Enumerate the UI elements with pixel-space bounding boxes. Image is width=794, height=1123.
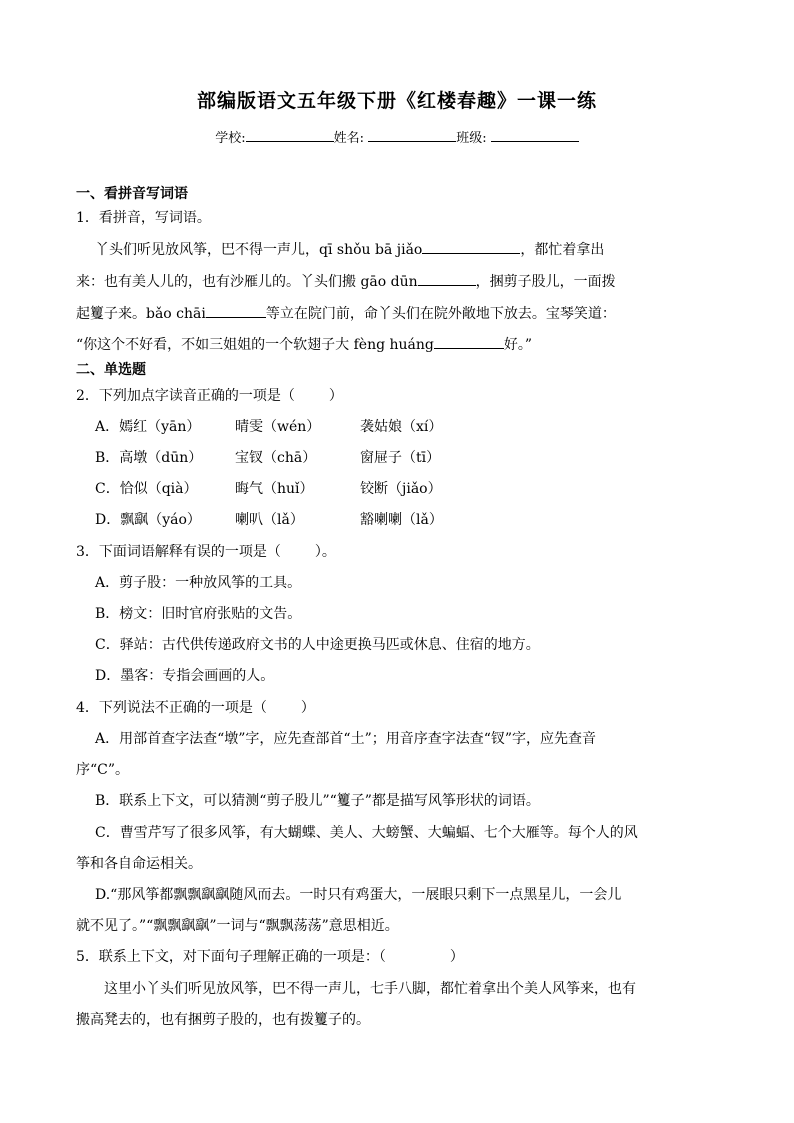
question-1-line-1 bbox=[95, 239, 604, 259]
q4-option-c-cont: 筝和各自命运相关。 bbox=[76, 856, 202, 872]
q3-stem-close: ）。 bbox=[314, 544, 336, 560]
page-title: 部编版语文五年级下册《红楼春趣》一课一练 bbox=[196, 90, 597, 112]
question-4-stem bbox=[76, 697, 315, 717]
q1-answer-blank-3[interactable] bbox=[206, 303, 266, 318]
q4-option-d[interactable]: D.“那风筝都飘飘飖飖随风而去。一时只有鸡蛋大，一展眼只剩下一点黑星儿，一会儿 bbox=[95, 887, 622, 903]
q4-stem-close: ） bbox=[300, 700, 315, 716]
q1-text: “你这个不好看，不如三姐姐的一个软翅子大 fèng huáng bbox=[76, 337, 434, 353]
q2-a-part: 晴雯（wén） bbox=[235, 419, 321, 435]
q2-a-part: 袭姑娘（xí） bbox=[360, 419, 443, 435]
q1-answer-blank-2[interactable] bbox=[418, 271, 476, 286]
q4-stem-text: 4．下列说法不正确的一项是（ bbox=[76, 700, 267, 716]
name-label: 姓名: bbox=[333, 131, 369, 146]
section-heading-2: 二、单选题 bbox=[76, 362, 146, 378]
q2-option-a[interactable] bbox=[95, 416, 442, 436]
q1-text: 来：也有美人儿的，也有沙雁儿的。丫头们搬 gāo dūn bbox=[76, 274, 418, 290]
q5-stem-close: ） bbox=[449, 949, 464, 965]
q1-answer-blank-4[interactable] bbox=[434, 334, 504, 349]
q3-stem-text: 3．下面词语解释有误的一项是（ bbox=[76, 544, 281, 560]
q5-passage-line-1: 这里小丫头们听见放风筝，巴不得一声儿，七手八脚，都忙着拿出个美人风筝来，也有 bbox=[104, 981, 636, 997]
q1-answer-blank-1[interactable] bbox=[422, 239, 520, 254]
q4-option-a[interactable]: A．用部首查字法查“墩”字，应先查部首“土”；用音序查字法查“钗”字，应先查音 bbox=[95, 731, 597, 747]
school-blank[interactable] bbox=[246, 127, 334, 142]
q2-c-part: C．恰似（qià） bbox=[95, 481, 198, 497]
student-info-line bbox=[0, 127, 794, 146]
q1-text: 起籰子来。bǎo chāi bbox=[76, 306, 206, 322]
q4-option-a-cont: 序“C”。 bbox=[76, 762, 130, 778]
q2-b-part: 宝钗（chā） bbox=[235, 450, 317, 466]
q1-text: 好。” bbox=[503, 337, 533, 353]
q2-d-part: D．飘飖（yáo） bbox=[95, 512, 201, 528]
q2-c-part: 晦气（huǐ） bbox=[235, 481, 314, 497]
name-blank[interactable] bbox=[368, 127, 456, 142]
q4-option-d-cont: 就不见了。”“飘飘飖飖”一词与“飘飘荡荡”意思相近。 bbox=[76, 918, 399, 934]
q3-option-d[interactable]: D．墨客：专指会画画的人。 bbox=[95, 668, 275, 684]
q2-d-part: 豁喇喇（lǎ） bbox=[360, 512, 443, 528]
q3-option-a[interactable]: A．剪子股：一种放风筝的工具。 bbox=[95, 575, 302, 591]
q2-option-d[interactable] bbox=[95, 509, 443, 529]
question-1-line-3 bbox=[76, 303, 616, 323]
q4-option-c[interactable]: C．曹雪芹写了很多风筝，有大蝴蝶、美人、大螃蟹、大蝙蝠、七个大雁等。每个人的风 bbox=[95, 825, 638, 841]
q1-text: ，都忙着拿出 bbox=[520, 242, 605, 258]
school-label: 学校: bbox=[215, 131, 246, 146]
question-5-stem bbox=[76, 946, 464, 966]
q2-option-b[interactable] bbox=[95, 447, 440, 467]
q2-stem-close: ） bbox=[328, 388, 343, 404]
q2-d-part: 喇叭（lǎ） bbox=[235, 512, 304, 528]
q1-text: 等立在院门前，命丫头们在院外敞地下放去。宝琴笑道： bbox=[265, 306, 616, 322]
question-1-line-2 bbox=[76, 271, 616, 291]
section-heading-1: 一、看拼音写词语 bbox=[76, 186, 188, 202]
q5-passage-line-2: 搬高凳去的，也有捆剪子股的，也有拨籰子的。 bbox=[76, 1012, 370, 1028]
class-blank[interactable] bbox=[491, 127, 579, 142]
question-1-stem: 1．看拼音，写词语。 bbox=[76, 210, 211, 226]
question-1-line-4 bbox=[76, 334, 532, 354]
q5-stem-text: 5．联系上下文，对下面句子理解正确的一项是：（ bbox=[76, 949, 386, 965]
q1-text: 丫头们听见放风筝，巴不得一声儿，qī shǒu bā jiǎo bbox=[95, 242, 423, 258]
class-label: 班级: bbox=[456, 131, 491, 146]
q2-c-part: 铰断（jiǎo） bbox=[360, 481, 442, 497]
q3-option-b[interactable]: B．榜文：旧时官府张贴的文告。 bbox=[95, 606, 302, 622]
q2-stem-text: 2．下列加点字读音正确的一项是（ bbox=[76, 388, 295, 404]
q2-b-part: B．高墩（dūn） bbox=[95, 450, 203, 466]
question-2-stem bbox=[76, 385, 343, 405]
q4-option-b[interactable]: B．联系上下文，可以猜测“剪子股儿”“籰子”都是描写风筝形状的词语。 bbox=[95, 793, 540, 809]
q1-text: ，捆剪子股儿，一面拨 bbox=[475, 274, 616, 290]
question-3-stem bbox=[76, 541, 336, 561]
q2-b-part: 窗屉子（tī） bbox=[360, 450, 441, 466]
q2-option-c[interactable] bbox=[95, 478, 442, 498]
q3-option-c[interactable]: C．驿站：古代供传递政府文书的人中途更换马匹或休息、住宿的地方。 bbox=[95, 637, 540, 653]
q2-a-part: A．嫣红（yān） bbox=[95, 419, 201, 435]
